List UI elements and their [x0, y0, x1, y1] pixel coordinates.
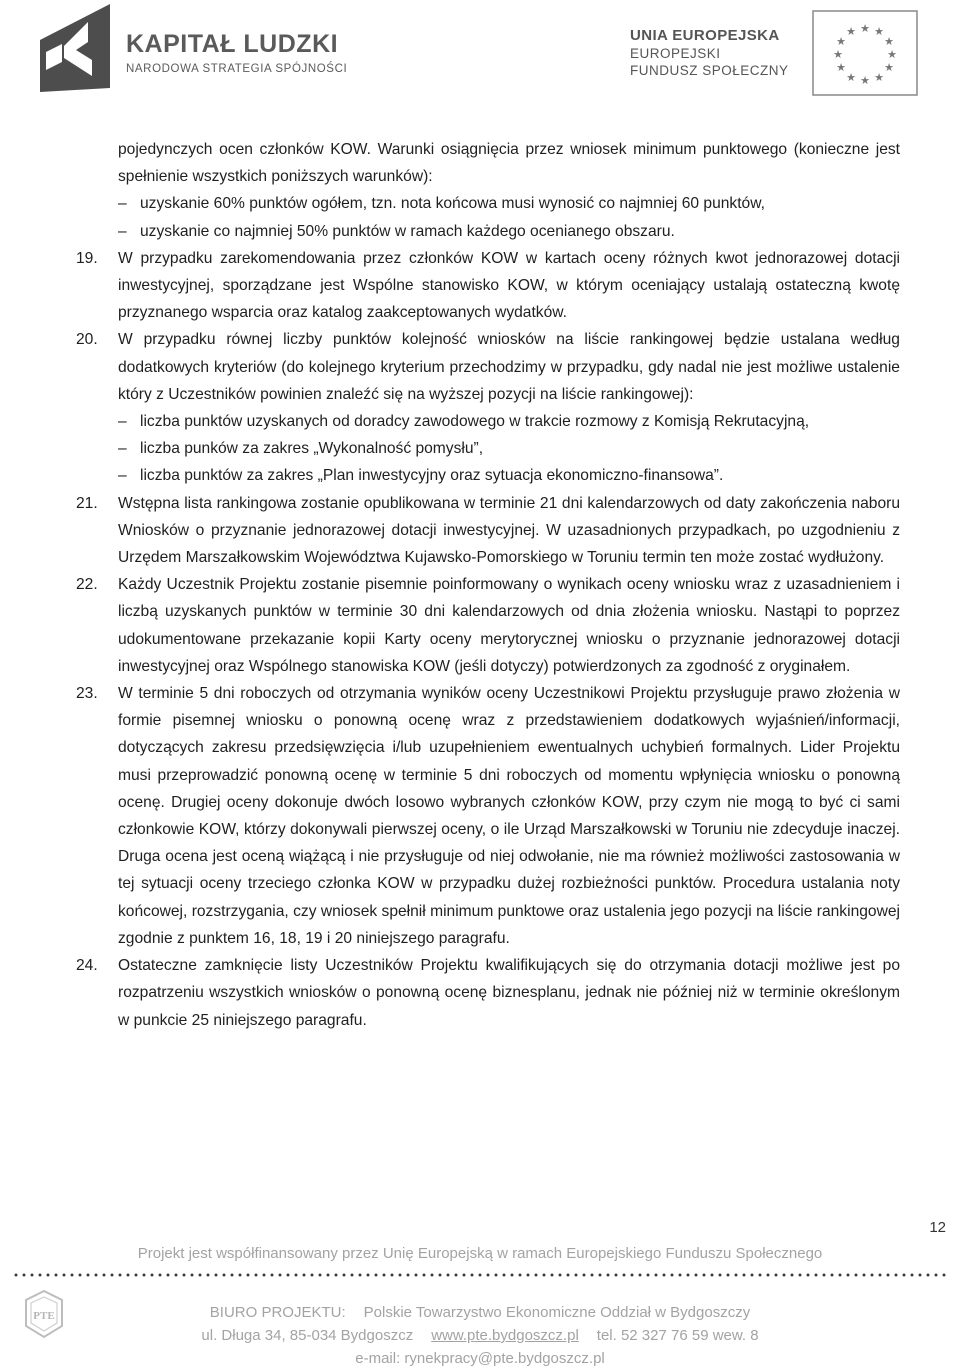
paragraph-20: [76, 326, 900, 408]
svg-text:★: ★: [874, 72, 884, 84]
dotted-divider: [12, 1273, 948, 1277]
criterion-text: liczba punktów za zakres „Plan inwestycyjny oraz sytuacja ekonomiczno-finansowa”.: [140, 467, 724, 485]
criterion-1: [76, 408, 900, 435]
paragraph-24: [76, 952, 900, 1034]
phone: tel. 52 327 76 59 wew. 8: [596, 1327, 759, 1344]
item-number: 22.: [76, 576, 98, 594]
eu-wordmark: [630, 26, 790, 79]
dash-bullet: –: [118, 440, 127, 458]
item-text: Ostateczne zamknięcie listy Uczestników Projektu kwalifikujących się do otrzymania dotacji możliwe jest po rozpatrzeniu wszystkich wniosków o ponowną ocenę biznesplanu, jednak nie później niż w terminie określonym w punkcie 25 niniejszego paragrafu.: [118, 957, 900, 1029]
svg-text:★: ★: [884, 36, 894, 48]
eu-flag-icon: [812, 10, 918, 96]
svg-text:PTE: PTE: [33, 1310, 55, 1322]
item-number: 20.: [76, 331, 98, 349]
footer-line-address: [0, 1324, 960, 1347]
page-header: [0, 0, 960, 100]
kapital-ludzki-title: KAPITAŁ LUDZKI: [126, 30, 339, 58]
footer-line-org: [0, 1301, 960, 1324]
paragraph-22: [76, 571, 900, 680]
svg-text:★: ★: [884, 62, 894, 74]
svg-text:★: ★: [846, 26, 856, 38]
eu-fund-line2: FUNDUSZ SPOŁECZNY: [630, 63, 789, 78]
website-link[interactable]: www.pte.bydgoszcz.pl: [431, 1327, 579, 1344]
dash-bullet: –: [118, 195, 127, 213]
email[interactable]: e-mail: rynekpracy@pte.bydgoszcz.pl: [355, 1350, 605, 1367]
kapital-ludzki-wordmark: [126, 30, 347, 77]
footer-line-email: [0, 1347, 960, 1370]
svg-text:★: ★: [860, 23, 870, 35]
item-text: W przypadku równej liczby punktów kolejność wniosków na liście rankingowej będzie ustalana według dodatkowych kryteriów (do kolejnego kryterium przechodzimy w przypadku, gdy nadal nie jest możliwe ustalenie który z Uczestników powinien znaleźć się na wyższej pozycji na liście rankingowej):: [118, 331, 900, 403]
document-body: [76, 136, 900, 1034]
kapital-ludzki-subtitle: NARODOWA STRATEGIA SPÓJNOŚCI: [126, 63, 348, 75]
organization-name: Polskie Towarzystwo Ekonomiczne Oddział w Bydgoszczy: [363, 1304, 751, 1321]
item-text: Każdy Uczestnik Projektu zostanie pisemnie poinformowany o wynikach oceny wniosku wraz z uzasadnieniem i liczbą uzyskanych punktów w terminie 30 dni kalendarzowych od dnia złożenia wniosku. Nastąpi to poprzez udokumentowane przekazanie kopii Karty oceny merytorycznej wniosku o przyznanie jednorazowej dotacji inwestycyjnej oraz Wspólnego stanowiska KOW (jeśli dotyczy) potwierdzonych za zgodność z oryginałem.: [118, 576, 900, 675]
paragraph-21: [76, 490, 900, 572]
paragraph-19: [76, 245, 900, 327]
kapital-ludzki-logo: [36, 2, 114, 94]
item-text: Wstępna lista rankingowa zostanie opublikowana w terminie 21 dni kalendarzowych od daty zakończenia naboru Wniosków o przyznanie jednorazowej dotacji inwestycyjnej. W uzasadnionych przypadkach, po uzgodnieniu z Urzędem Marszałkowskim Województwa Kujawsko-Pomorskiego w Toruniu termin ten może zostać wydłużony.: [118, 494, 900, 567]
criterion-2: [76, 435, 900, 462]
dash-bullet: –: [118, 467, 127, 485]
item-number: 19.: [76, 249, 98, 267]
item-number: 23.: [76, 685, 98, 703]
dash-bullet: –: [118, 222, 127, 240]
address: ul. Długa 34, 85-034 Bydgoszcz: [201, 1327, 414, 1344]
footer-contact: [0, 1301, 960, 1370]
minimum-condition-text: uzyskanie co najmniej 50% punktów w ramach każdego ocenianego obszaru.: [140, 222, 675, 240]
eu-fund-line1: EUROPEJSKI: [630, 46, 721, 61]
cofinancing-note: Projekt jest współfinansowany przez Unię Europejską w ramach Europejskiego Funduszu Społecznego: [137, 1245, 823, 1262]
minimum-condition-2: [76, 218, 900, 245]
svg-text:★: ★: [887, 49, 897, 61]
svg-text:★: ★: [846, 72, 856, 84]
biuro-label: BIURO PROJEKTU:: [209, 1304, 346, 1321]
criterion-text: liczba punktów uzyskanych od doradcy zawodowego w trakcie rozmowy z Komisją Rekrutacyjną,: [140, 413, 810, 431]
paragraph-23: [76, 680, 900, 952]
page-number: 12: [929, 1219, 946, 1236]
svg-text:★: ★: [860, 75, 870, 87]
svg-text:★: ★: [836, 36, 846, 48]
svg-text:★: ★: [874, 26, 884, 38]
dash-bullet: –: [118, 413, 127, 431]
eu-title: UNIA EUROPEJSKA: [630, 27, 780, 44]
criterion-text: liczba punków za zakres „Wykonalność pomysłu”,: [140, 440, 484, 458]
item-text: W terminie 5 dni roboczych od otrzymania wyników oceny Uczestnikowi Projektu przysługuje prawo złożenia w formie pisemnej wniosku o ponowną ocenę wraz z przedstawieniem dodatkowych wyjaśnień/informacji, dotyczących zakresu przedsięwzięcia i/lub uzupełnieniem ewentualnych uchybień formalnych. Lider Projektu musi przeprowadzić ponowną ocenę w terminie 5 dni roboczych od momentu wpłynięcia wniosku o ponowną ocenę. Drugiej oceny dokonuje dwóch losowo wybranych członków KOW, przy czym nie mogą to być ci sami członkowie KOW, którzy dokonywali pierwszej oceny, o ile Urząd Marszałkowski w Toruniu nie zdecyduje inaczej. Druga ocena jest oceną wiążącą i nie przysługuje od niej odwołanie, nie ma również możliwości zastosowania w tej sytuacji oceny trzeciego członka KOW w przypadku dużej rozbieżności punktów. Procedura ustalania noty końcowej, rozstrzygania, czy wniosek spełnił minimum punktowe oraz ustalenia jego pozycji na liście rankingowej zgodnie z punktem 16, 18, 19 i 20 niniejszego paragrafu.: [118, 685, 900, 947]
criterion-3: [76, 462, 900, 489]
item-number: 24.: [76, 957, 98, 975]
svg-text:★: ★: [836, 62, 846, 74]
minimum-condition-1: [76, 190, 900, 217]
item-number: 21.: [76, 494, 98, 512]
minimum-condition-text: uzyskanie 60% punktów ogółem, tzn. nota końcowa musi wynosić co najmniej 60 punktów,: [140, 195, 765, 213]
item-text: W przypadku zarekomendowania przez członków KOW w kartach oceny różnych kwot jednorazowej dotacji inwestycyjnej, sporządzane jest Wspólne stanowisko KOW, w którym oceniający ustalają ostateczną kwotę przyznanego wsparcia oraz katalog zaakceptowanych wydatków.: [118, 249, 900, 322]
continuation-paragraph: pojedynczych ocen członków KOW. Warunki osiągnięcia przez wniosek minimum punktowego (konieczne jest spełnienie wszystkich poniższych warunków):: [118, 141, 900, 186]
svg-text:★: ★: [833, 49, 843, 61]
